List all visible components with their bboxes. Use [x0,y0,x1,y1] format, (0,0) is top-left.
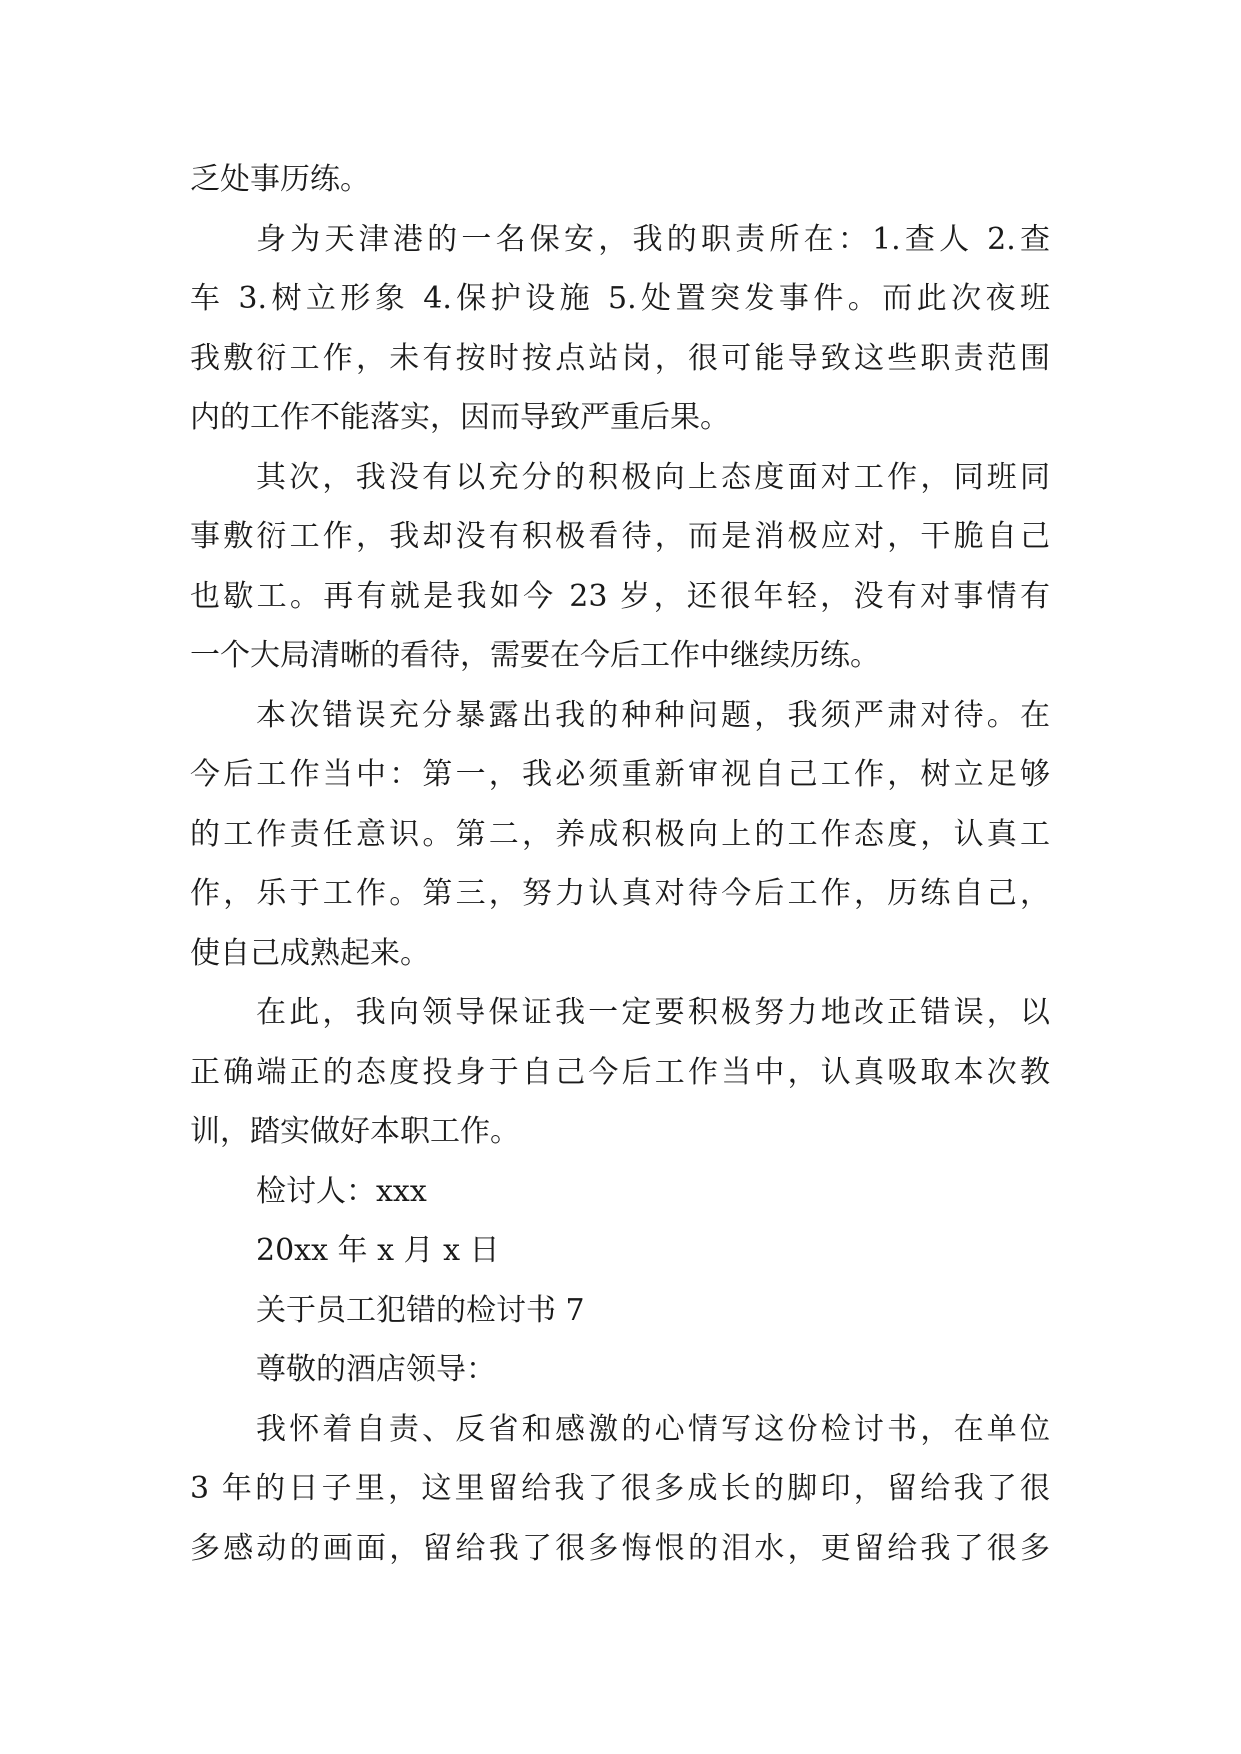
text-line: 事敷衍工作，我却没有积极看待，而是消极应对，干脆自己 [190,519,1050,554]
salutation: 尊敬的酒店领导： [256,1352,496,1387]
text-line: 多感动的画面，留给我了很多悔恨的泪水，更留给我了很多 [190,1530,1050,1566]
text-line: 今后工作当中：第一，我必须重新审视自己工作，树立足够 [190,757,1050,792]
text-line: 我敷衍工作，未有按时按点站岗，很可能导致这些职责范围 [190,340,1050,376]
text-line: 内的工作不能落实，因而导致严重后果。 [190,400,730,435]
text-line: 我怀着自责、反省和感激的心情写这份检讨书，在单位 [256,1411,1050,1447]
text-line: 3 年的日子里，这里留给我了很多成长的脚印，留给我了很 [190,1471,1050,1506]
text-line: 车 3.树立形象 4.保护设施 5.处置突发事件。而此次夜班 [190,281,1050,316]
text-line: 的工作责任意识。第二，养成积极向上的工作态度，认真工 [190,816,1050,852]
text-line: 正确端正的态度投身于自己今后工作当中，认真吸取本次教 [190,1054,1050,1090]
text-line: 本次错误充分暴露出我的种种问题，我须严肃对待。在 [256,697,1050,733]
text-line: 一个大局清晰的看待，需要在今后工作中继续历练。 [190,638,880,673]
text-line: 作，乐于工作。第三，努力认真对待今后工作，历练自己， [190,876,1050,911]
text-line: 其次，我没有以充分的积极向上态度面对工作，同班同 [256,459,1050,495]
text-line: 使自己成熟起来。 [190,935,430,971]
document-body [190,150,1050,1578]
signature-line: 检讨人：xxx [256,1173,427,1209]
text-line: 也歇工。再有就是我如今 23 岁，还很年轻，没有对事情有 [190,578,1050,614]
date-line: 20xx 年 x 月 x 日 [256,1233,500,1268]
text-line: 训，踏实做好本职工作。 [190,1114,520,1149]
text-line: 乏处事历练。 [190,162,370,197]
text-line: 身为天津港的一名保安，我的职责所在：1.查人 2.查 [256,221,1050,257]
section-title: 关于员工犯错的检讨书 7 [256,1292,585,1328]
text-line: 在此，我向领导保证我一定要积极努力地改正错误，以 [256,995,1050,1030]
